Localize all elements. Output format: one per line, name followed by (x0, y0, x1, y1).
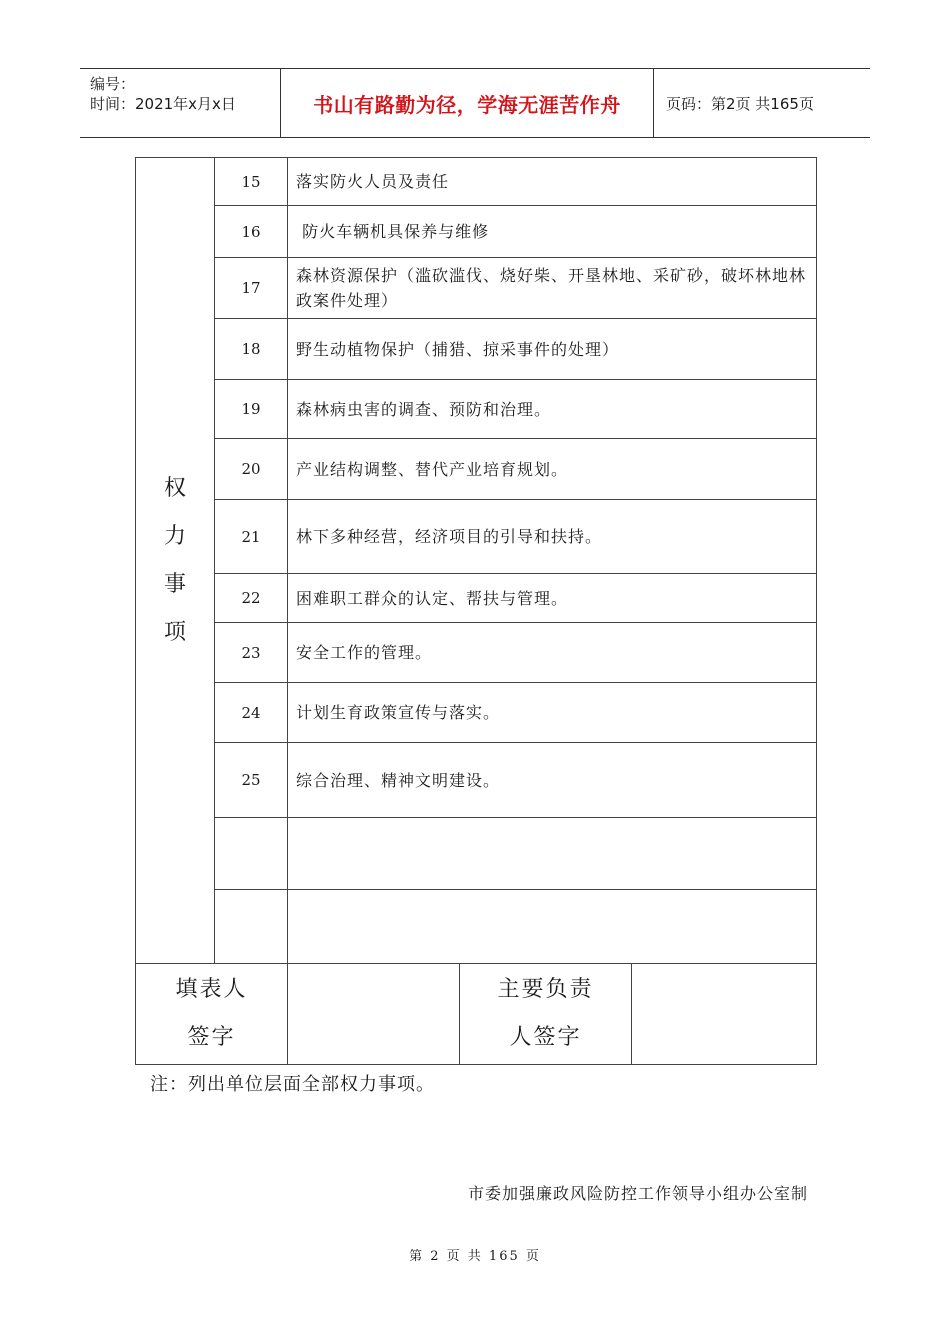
item-number: 25 (215, 743, 288, 818)
page-header (80, 68, 870, 138)
table-row (136, 206, 817, 258)
item-number: 16 (215, 206, 288, 258)
power-items-table (135, 157, 817, 1065)
side-label-char: 权 (163, 475, 186, 501)
table-row (136, 683, 817, 743)
table-row (136, 743, 817, 818)
filler-signature-field[interactable] (288, 964, 460, 1065)
item-number: 21 (215, 500, 288, 574)
table-row (136, 890, 817, 964)
table-row (136, 623, 817, 683)
item-description: 林下多种经营，经济项目的引导和扶持。 (288, 500, 817, 574)
filler-signature-label (136, 964, 288, 1065)
table-note: 注：列出单位层面全部权力事项。 (150, 1074, 435, 1095)
filler-signature-label-line: 签字 (187, 1025, 236, 1050)
item-number: 19 (215, 380, 288, 439)
leader-signature-field[interactable] (632, 964, 817, 1065)
item-description: 产业结构调整、替代产业培育规划。 (288, 439, 817, 500)
table-row (136, 574, 817, 623)
filler-signature-label-line: 填表人 (175, 977, 248, 1002)
item-description: 野生动植物保护（捕猎、掠采事件的处理） (288, 319, 817, 380)
table-row (136, 380, 817, 439)
side-label-power-items (136, 158, 215, 964)
signature-row (136, 964, 817, 1065)
code-label: 编号： (90, 75, 136, 93)
page-footer: 第 2 页 共 165 页 (409, 1249, 541, 1264)
table-row (136, 439, 817, 500)
table-row (136, 258, 817, 319)
item-description: 森林病虫害的调查、预防和治理。 (288, 380, 817, 439)
item-description (288, 890, 817, 964)
leader-signature-label-line: 人签字 (509, 1025, 582, 1050)
item-description: 森林资源保护（滥砍滥伐、烧好柴、开垦林地、采矿砂，破坏林地林政案件处理） (288, 258, 817, 319)
header-motto: 书山有路勤为径，学海无涯苦作舟 (281, 69, 654, 137)
header-meta (80, 69, 281, 137)
item-number (215, 818, 288, 890)
item-description: 计划生育政策宣传与落实。 (288, 683, 817, 743)
table-row (136, 500, 817, 574)
table-row (136, 319, 817, 380)
issuer-line: 市委加强廉政风险防控工作领导小组办公室制 (467, 1184, 808, 1203)
side-label-char: 项 (163, 619, 186, 645)
item-description: 综合治理、精神文明建设。 (288, 743, 817, 818)
item-description (288, 818, 817, 890)
item-number: 20 (215, 439, 288, 500)
item-number: 18 (215, 319, 288, 380)
header-page-info: 页码：第2页 共165页 (666, 94, 814, 113)
table-row (136, 158, 817, 206)
item-description: 防火车辆机具保养与维修 (288, 206, 817, 258)
leader-signature-label-line: 主要负责 (497, 977, 594, 1002)
item-number: 15 (215, 158, 288, 206)
time-label: 时间：2021年x月x日 (90, 95, 236, 113)
leader-signature-label (460, 964, 632, 1065)
side-label-char: 力 (163, 523, 186, 549)
item-number: 23 (215, 623, 288, 683)
item-number: 17 (215, 258, 288, 319)
item-description: 困难职工群众的认定、帮扶与管理。 (288, 574, 817, 623)
table-row (136, 818, 817, 890)
item-description: 落实防火人员及责任 (288, 158, 817, 206)
item-number (215, 890, 288, 964)
side-label-char: 事 (163, 571, 186, 597)
item-number: 24 (215, 683, 288, 743)
item-description: 安全工作的管理。 (288, 623, 817, 683)
item-number: 22 (215, 574, 288, 623)
